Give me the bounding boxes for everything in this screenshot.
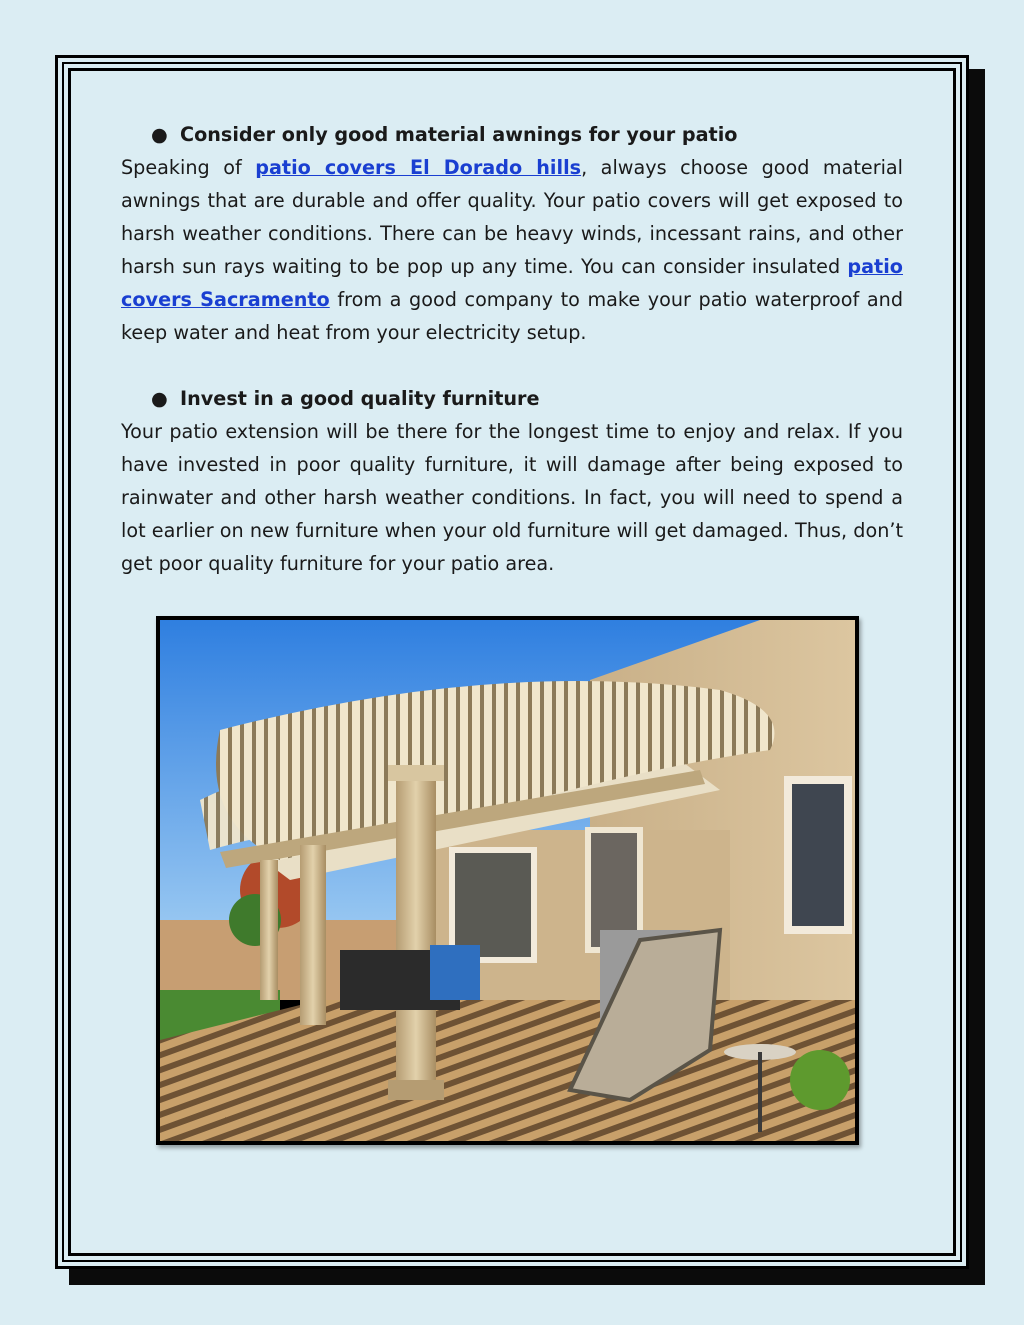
section-heading: ● Invest in a good quality furniture — [121, 382, 903, 415]
patio-cover-photo — [156, 616, 859, 1145]
section-paragraph: Your patio extension will be there for the longest time to enjoy and relax. If you have invested in poor quality furniture, it will damage after being exposed to rainwater and other harsh weather conditions. In fact, you will need to spend a lot earlier on new furniture when your old furniture will get damaged. Thus, don’t get poor quality furniture for your patio area. — [121, 420, 903, 575]
section-heading: ● Consider only good material awnings for your patio — [121, 118, 903, 151]
patio-illustration — [160, 620, 855, 1141]
bullet-icon: ● — [151, 387, 168, 410]
section-paragraph: Speaking of patio covers El Dorado hills, always choose good material awnings that are durable and offer quality. Your patio covers will get exposed to harsh weather conditions. There can be heavy winds, incessant rains, and other harsh sun rays waiting to be pop up any time. You can consider insulated patio covers Sacramento from a good company to make your patio waterproof and keep water and heat from your electricity setup. — [121, 156, 903, 344]
link-patio-covers-sacramento[interactable]: patio covers Sacramento — [121, 255, 903, 311]
document-body — [121, 118, 903, 580]
link-patio-covers-el-dorado-hills[interactable]: patio covers El Dorado hills — [255, 156, 582, 179]
bullet-icon: ● — [151, 123, 168, 146]
